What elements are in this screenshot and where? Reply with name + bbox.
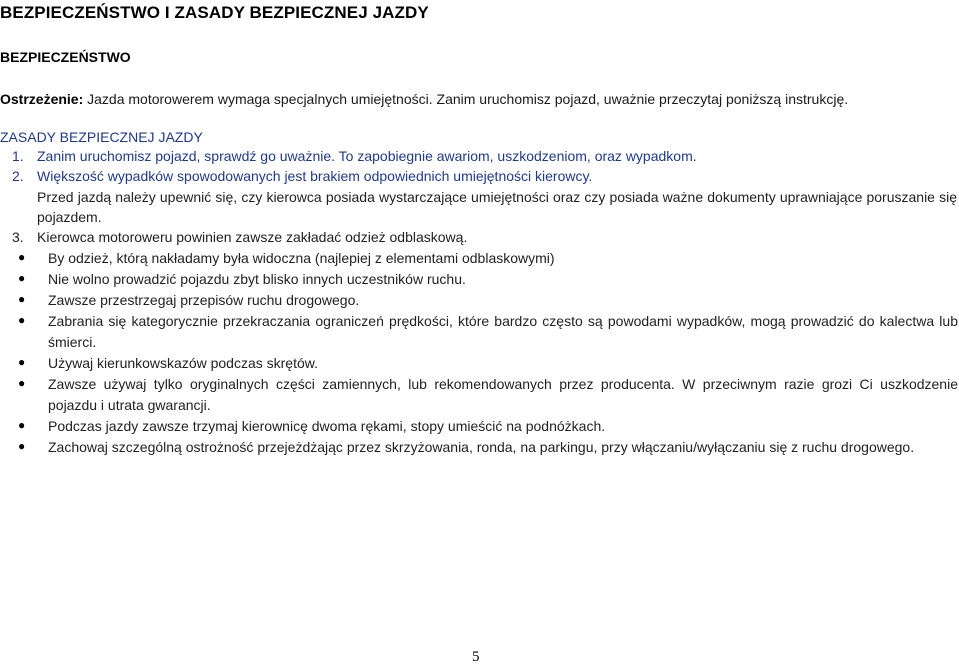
bullet-item: Zabrania się kategorycznie przekraczania ograniczeń prędkości, które bardzo często są powodami wypadków, mogą prowadzić do kalectwa lub śmierci.: [48, 313, 958, 350]
section-heading-rules: ZASADY BEZPIECZNEJ JAZDY: [0, 129, 203, 145]
bullet-icon: ●: [18, 250, 26, 264]
section-heading-safety: BEZPIECZEŃSTWO: [0, 49, 131, 65]
bullet-item: Zachowaj szczególną ostrożność przejeżdżając przez skrzyżowania, ronda, na parkingu, przy włączaniu/wyłączaniu się z ruchu drogowego.: [48, 439, 915, 455]
warning-text: Jazda motorowerem wymaga specjalnych umiejętności. Zanim uruchomisz pojazd, uważnie przeczytaj poniższą instrukcję.: [83, 91, 849, 107]
item-number: 3.: [12, 229, 24, 245]
warning-paragraph: [0, 91, 848, 107]
bullet-icon: ●: [18, 292, 26, 306]
bullet-item: By odzież, którą nakładamy była widoczna (najlepiej z elementami odblaskowymi): [48, 250, 555, 266]
bullet-icon: ●: [18, 271, 26, 285]
item-text: Większość wypadków spowodowanych jest brakiem odpowiednich umiejętności kierowcy.: [37, 168, 593, 184]
item-number: 1.: [12, 148, 24, 164]
bullet-item: Używaj kierunkowskazów podczas skrętów.: [48, 355, 318, 371]
bullet-item: Nie wolno prowadzić pojazdu zbyt blisko innych uczestników ruchu.: [48, 271, 466, 287]
bullet-icon: ●: [18, 418, 26, 432]
page-number: 5: [472, 649, 480, 665]
item-text: Zanim uruchomisz pojazd, sprawdź go uważnie. To zapobiegnie awariom, uszkodzeniom, oraz wypadkom.: [37, 148, 697, 164]
bullet-icon: ●: [18, 313, 26, 327]
warning-label: Ostrzeżenie:: [0, 91, 84, 107]
bullet-item: Zawsze używaj tylko oryginalnych części zamiennych, lub rekomendowanych przez producenta. W przeciwnym razie grozi Ci uszkodzenie pojazdu i utrata gwarancji.: [48, 376, 958, 413]
item-number: 2.: [12, 168, 24, 184]
bullet-icon: ●: [18, 355, 26, 369]
page-title: BEZPIECZEŃSTWO I ZASADY BEZPIECZNEJ JAZDY: [0, 3, 429, 22]
item-text: Kierowca motoroweru powinien zawsze zakładać odzież odblaskową.: [37, 229, 468, 245]
bullet-icon: ●: [18, 376, 26, 390]
bullet-icon: ●: [18, 439, 26, 453]
bullet-item: Podczas jazdy zawsze trzymaj kierownicę dwoma rękami, stopy umieścić na podnóżkach.: [48, 418, 606, 434]
body-paragraph: Przed jazdą należy upewnić się, czy kierowca posiada wystarczające umiejętności oraz czy posiada ważne dokumenty uprawniające poruszanie się pojazdem.: [37, 189, 957, 225]
bullet-item: Zawsze przestrzegaj przepisów ruchu drogowego.: [48, 292, 360, 308]
